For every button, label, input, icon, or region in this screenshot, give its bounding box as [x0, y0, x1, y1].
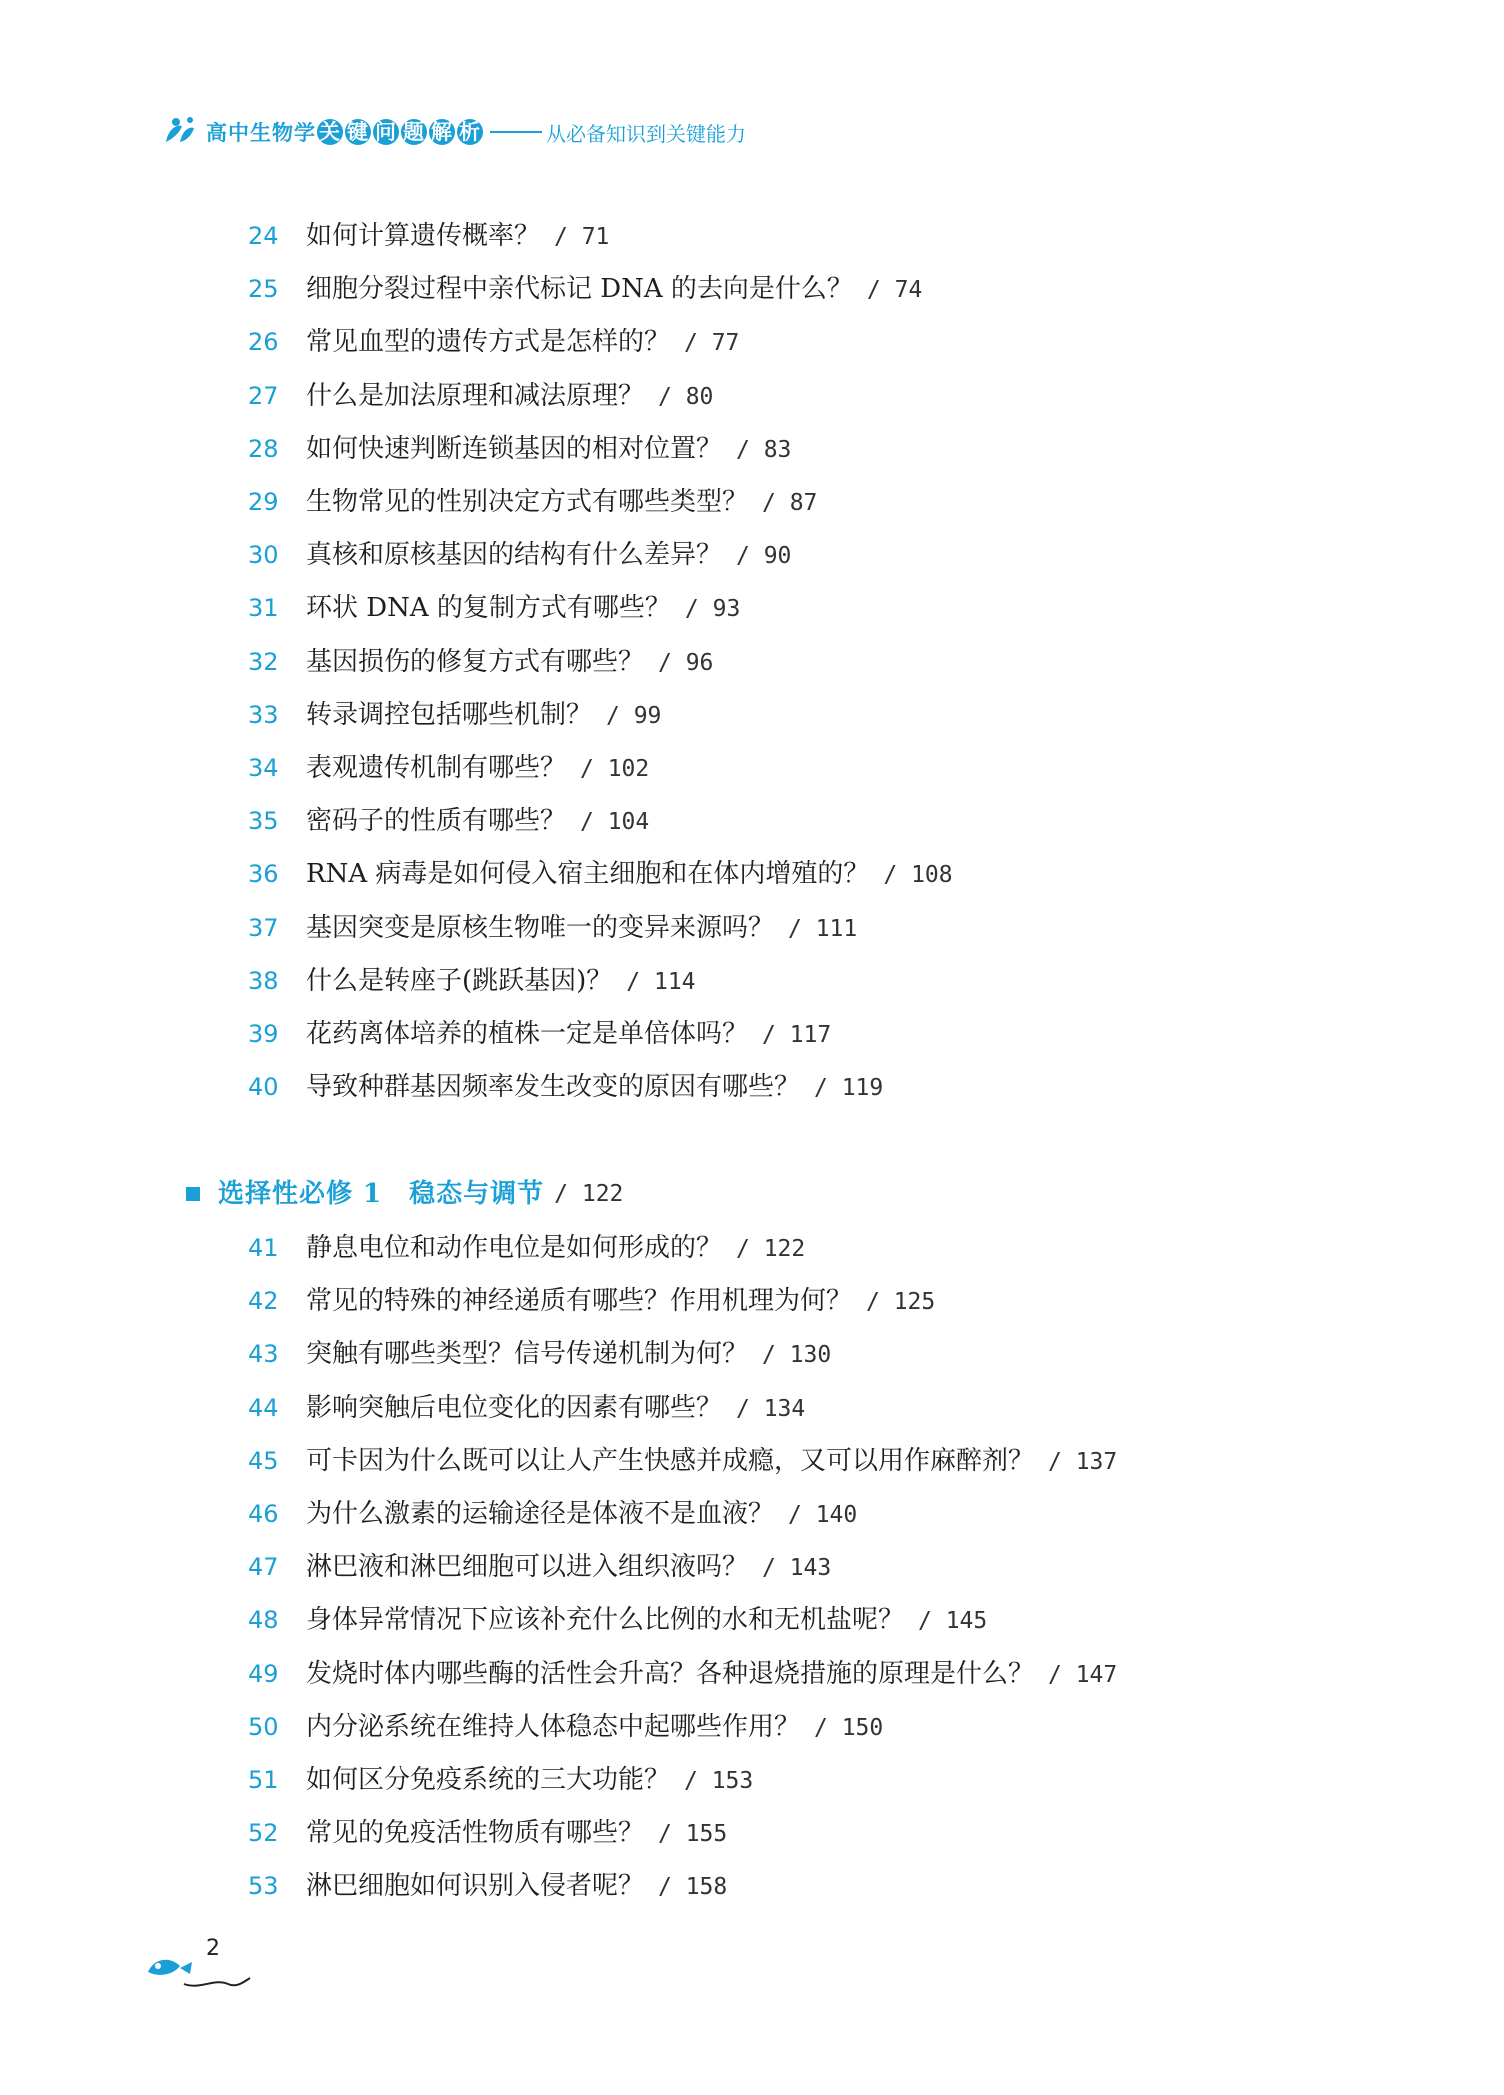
book-title-bubbles — [316, 119, 484, 145]
toc-entry[interactable] — [248, 482, 817, 522]
toc-entry[interactable] — [248, 1228, 805, 1268]
toc-entry-title: 什么是加法原理和减法原理？ — [306, 380, 645, 411]
section-heading[interactable] — [186, 1172, 623, 1216]
toc-entry[interactable] — [248, 1866, 727, 1906]
toc-entry-page: / 119 — [814, 1075, 884, 1102]
toc-entry-number: 44 — [248, 1393, 279, 1422]
toc-entry-number: 41 — [248, 1234, 279, 1262]
toc-entry[interactable] — [248, 269, 922, 309]
toc-entry-page: / 155 — [658, 1821, 728, 1848]
toc-entry[interactable] — [248, 376, 713, 416]
toc-entry-number: 45 — [248, 1446, 279, 1475]
toc-entry-title: 表观遗传机制有哪些？ — [306, 753, 567, 783]
toc-entry-number: 28 — [248, 434, 279, 463]
toc-entry-number: 37 — [248, 913, 279, 942]
toc-entry-page: / 145 — [918, 1608, 988, 1635]
toc-entry-page: / 114 — [626, 968, 696, 995]
toc-entry-page: / 125 — [866, 1289, 936, 1316]
toc-entry[interactable] — [248, 429, 791, 469]
toc-entry-page: / 99 — [606, 702, 662, 729]
toc-entry[interactable] — [248, 216, 609, 256]
toc-entry-page: / 111 — [788, 915, 858, 942]
toc-entry-title: RNA 病毒是如何侵入宿主细胞和在体内增殖的？ — [306, 859, 870, 890]
toc-entry-title: 发烧时体内哪些酶的活性会升高？各种退烧措施的原理是什么？ — [306, 1658, 1035, 1689]
toc-entry[interactable] — [248, 695, 661, 735]
toc-entry[interactable] — [248, 1813, 727, 1853]
title-bubble-char: 问 — [375, 120, 397, 144]
toc-entry-page: / 71 — [554, 224, 610, 250]
section-bullet-icon — [186, 1187, 200, 1201]
toc-entry[interactable] — [248, 1494, 857, 1534]
toc-entry-page: / 74 — [866, 277, 923, 304]
toc-entry-number: 48 — [248, 1606, 279, 1635]
toc-entry-page: / 158 — [658, 1874, 728, 1901]
toc-entry-title: 影响突触后电位变化的因素有哪些？ — [306, 1392, 723, 1423]
toc-entry-number: 31 — [248, 594, 279, 623]
toc-entry-number: 35 — [248, 807, 279, 836]
book-subtitle-text: 从必备知识到关键能力 — [546, 121, 746, 146]
toc-entry[interactable] — [248, 801, 649, 841]
toc-entry-title: 转录调控包括哪些机制？ — [306, 699, 593, 730]
toc-entry-number: 36 — [248, 860, 279, 889]
toc-entry-number: 38 — [248, 966, 279, 995]
toc-entry-title: 真核和原核基因的结构有什么差异？ — [306, 540, 723, 571]
toc-entry-title: 可卡因为什么既可以让人产生快感并成瘾，又可以用作麻醉剂？ — [306, 1445, 1035, 1476]
toc-entry-number: 32 — [248, 647, 279, 676]
toc-entry[interactable] — [248, 1441, 1117, 1481]
toc-entry-number: 47 — [248, 1553, 279, 1582]
toc-entry-title: 基因损伤的修复方式有哪些？ — [306, 646, 645, 677]
toc-entry-page: / 96 — [658, 649, 714, 676]
toc-entry-title: 如何快速判断连锁基因的相对位置？ — [306, 433, 723, 464]
toc-entry[interactable] — [248, 1014, 831, 1054]
toc-entry[interactable] — [248, 1547, 831, 1587]
title-bubble-char: 关 — [319, 120, 341, 144]
toc-entry-number: 26 — [248, 328, 279, 357]
toc-entry-number: 53 — [248, 1872, 279, 1901]
toc-entry-number: 33 — [248, 700, 279, 729]
toc-entry[interactable] — [248, 908, 857, 948]
title-bubble-char: 解 — [431, 120, 453, 144]
toc-entry-page: / 87 — [762, 490, 818, 516]
toc-entry[interactable] — [248, 1600, 987, 1640]
toc-entry-number: 50 — [248, 1712, 279, 1741]
toc-entry-number: 49 — [248, 1659, 279, 1688]
running-header — [160, 112, 746, 152]
toc-entry-page: / 140 — [788, 1502, 858, 1528]
toc-entry-title: 基因突变是原核生物唯一的变异来源吗？ — [306, 912, 775, 943]
toc-entry[interactable] — [248, 535, 791, 575]
toc-entry[interactable] — [248, 588, 740, 628]
book-subtitle — [486, 118, 746, 147]
title-bubble-char: 析 — [459, 120, 481, 144]
toc-entry-title: 如何计算遗传概率？ — [306, 221, 541, 251]
toc-entry-title: 常见的免疫活性物质有哪些？ — [306, 1818, 645, 1849]
toc-entry-page: / 93 — [684, 596, 741, 623]
toc-entry-number: 34 — [248, 754, 279, 782]
toc-entry-page: / 108 — [883, 862, 953, 889]
toc-entry-title: 静息电位和动作电位是如何形成的？ — [306, 1233, 723, 1263]
toc-entry[interactable] — [248, 322, 739, 362]
toc-entry-number: 24 — [248, 222, 279, 250]
toc-entry-page: / 130 — [762, 1342, 832, 1369]
toc-entry-title: 身体异常情况下应该补充什么比例的水和无机盐呢？ — [306, 1605, 905, 1636]
toc-entry-title: 常见的特殊的神经递质有哪些？作用机理为何？ — [306, 1286, 853, 1317]
toc-entry-page: / 117 — [762, 1022, 832, 1048]
toc-entry-number: 30 — [248, 541, 279, 570]
toc-entry[interactable] — [248, 1281, 935, 1321]
toc-entry-page: / 122 — [736, 1236, 806, 1262]
toc-entry-number: 25 — [248, 275, 279, 304]
toc-entry-page: / 77 — [684, 330, 740, 357]
toc-entry[interactable] — [248, 1654, 1117, 1694]
toc-entry-number: 52 — [248, 1819, 279, 1848]
toc-entry-title: 内分泌系统在维持人体稳态中起哪些作用？ — [306, 1711, 801, 1742]
toc-entry-page: / 150 — [814, 1714, 884, 1741]
toc-entry-title: 密码子的性质有哪些？ — [306, 806, 567, 837]
title-dash — [490, 131, 542, 133]
toc-entry-number: 42 — [248, 1287, 279, 1316]
title-bubble-char: 题 — [403, 120, 425, 144]
toc-entry-title: 常见血型的遗传方式是怎样的？ — [306, 327, 671, 358]
toc-entry-title: 导致种群基因频率发生改变的原因有哪些？ — [306, 1072, 801, 1103]
toc-entry[interactable] — [248, 1707, 883, 1747]
toc-entry-number: 51 — [248, 1766, 279, 1794]
toc-entry-number: 43 — [248, 1340, 279, 1369]
section-title: 选择性必修 1 稳态与调节 — [218, 1179, 545, 1209]
toc-entry-page: / 80 — [658, 383, 714, 410]
toc-entry-title: 花药离体培养的植株一定是单倍体吗？ — [306, 1019, 749, 1049]
biology-logo-icon — [160, 112, 200, 152]
toc-entry[interactable] — [248, 961, 696, 1001]
book-title-main: 高中生物学 — [206, 121, 316, 145]
toc-entry-page: / 153 — [684, 1768, 754, 1794]
toc-entry[interactable] — [248, 1388, 805, 1428]
toc-entry[interactable] — [248, 1334, 831, 1374]
toc-entry-title: 为什么激素的运输途径是体液不是血液？ — [306, 1499, 775, 1529]
fish-swirl-icon — [144, 1938, 254, 1998]
toc-entry-number: 29 — [248, 488, 279, 516]
page-number: 2 — [206, 1936, 220, 1961]
toc-entry-title: 生物常见的性别决定方式有哪些类型？ — [306, 487, 749, 517]
toc-entry-page: / 104 — [580, 809, 650, 836]
toc-entry-page: / 137 — [1048, 1448, 1118, 1475]
title-bubble-char: 键 — [347, 120, 369, 144]
toc-entry-title: 淋巴细胞如何识别入侵者呢？ — [306, 1871, 645, 1902]
toc-entry-title: 什么是转座子(跳跃基因)？ — [306, 965, 613, 996]
toc-entry-title: 淋巴液和淋巴细胞可以进入组织液吗？ — [306, 1552, 749, 1583]
toc-entry-number: 27 — [248, 381, 279, 410]
toc-entry-title: 细胞分裂过程中亲代标记 DNA 的去向是什么？ — [306, 274, 853, 305]
toc-entry-title: 突触有哪些类型？信号传递机制为何？ — [306, 1339, 749, 1370]
toc-entry-number: 40 — [248, 1073, 279, 1102]
toc-entry-title: 环状 DNA 的复制方式有哪些？ — [306, 593, 671, 624]
toc-entry-page: / 83 — [736, 436, 792, 463]
toc-entry-page: / 147 — [1048, 1661, 1118, 1688]
toc-entry-page: / 102 — [580, 756, 650, 782]
toc-entry[interactable] — [248, 854, 953, 894]
toc-entry[interactable] — [248, 642, 713, 682]
toc-entry[interactable] — [248, 748, 649, 788]
toc-entry[interactable] — [248, 1760, 753, 1800]
section-page: / 122 — [554, 1181, 624, 1207]
toc-entry[interactable] — [248, 1067, 883, 1107]
toc-entry-title: 如何区分免疫系统的三大功能？ — [306, 1765, 671, 1795]
toc-entry-page: / 143 — [762, 1555, 832, 1582]
toc-entry-number: 46 — [248, 1500, 279, 1528]
toc-entry-number: 39 — [248, 1020, 279, 1048]
toc-entry-page: / 90 — [736, 543, 792, 570]
toc-entry-page: / 134 — [736, 1395, 806, 1422]
